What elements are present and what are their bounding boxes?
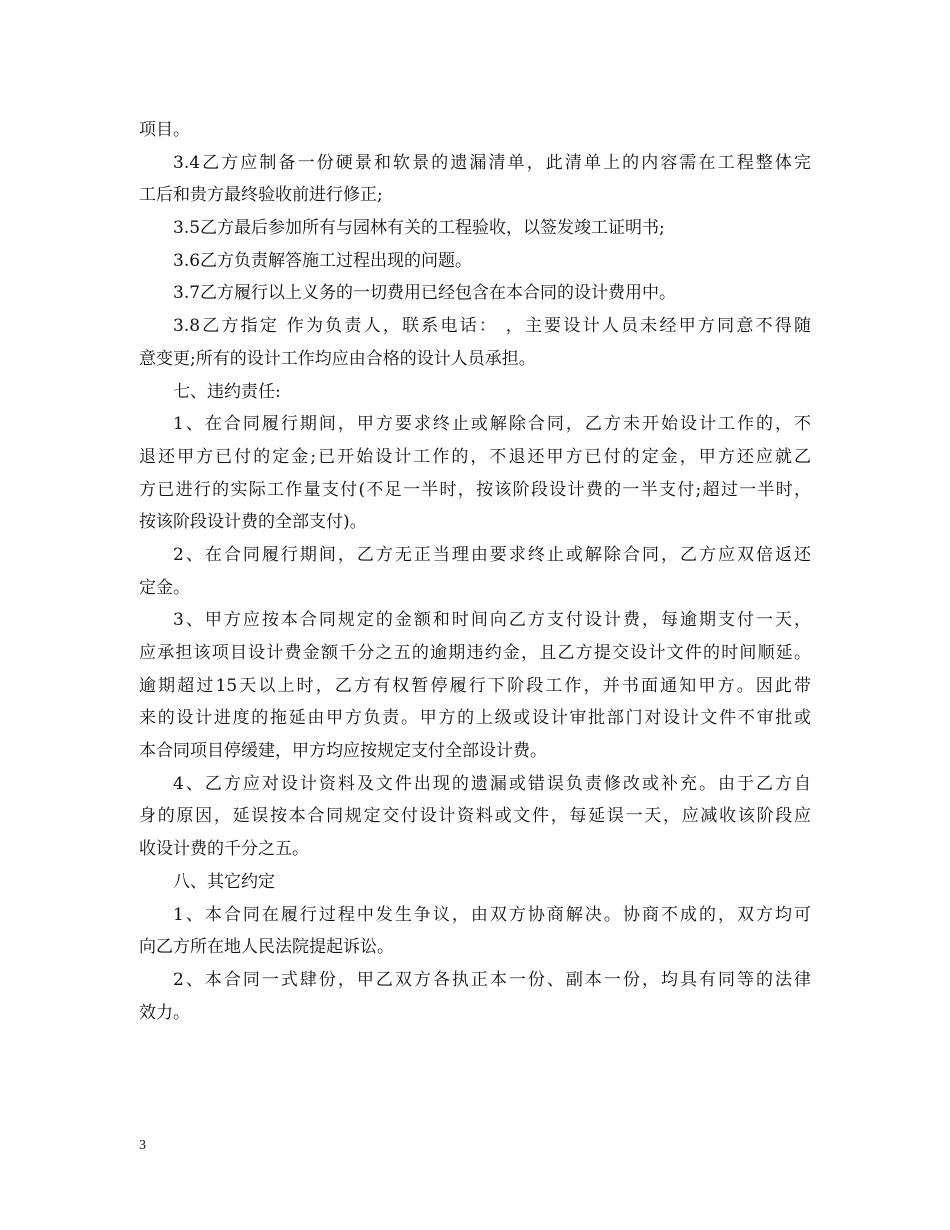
text-line: 定金。: [139, 577, 190, 598]
text-line: 3.5乙方最后参加所有与园林有关的工程验收，以签发竣工证明书;: [173, 218, 665, 239]
text-line: 收设计费的千分之五。: [139, 839, 309, 860]
text-line: 效力。: [139, 1002, 190, 1023]
text-line: 工后和贵方最终验收前进行修正;: [139, 185, 383, 206]
text-line: 1、本合同在履行过程中发生争议，由双方协商解决。协商不成的，双方均可: [173, 904, 811, 925]
text-line: 向乙方所在地人民法院提起诉讼。: [139, 937, 394, 958]
text-line: 应承担该项目设计费金额千分之五的逾期违约金，且乙方提交设计文件的时间顺延。: [139, 643, 811, 663]
text-line: 退还甲方已付的定金;已开始设计工作的，不退还甲方已付的定金，甲方还应就乙: [139, 446, 811, 467]
text-line: 3.8乙方指定 作为负责人，联系电话： ，主要设计人员未经甲方同意不得随: [173, 316, 811, 337]
text-line: 3、甲方应按本合同规定的金额和时间向乙方支付设计费，每逾期支付一天，: [173, 610, 811, 631]
text-line: 身的原因，延误按本合同规定交付设计资料或文件，每延误一天，应减收该阶段应: [139, 806, 811, 827]
section-heading: 八、其它约定: [173, 871, 275, 892]
document-body: [139, 114, 811, 1029]
section-heading: 七、违约责任:: [173, 381, 281, 402]
text-line: 按该阶段设计费的全部支付)。: [139, 512, 367, 533]
text-line: 项目。: [139, 120, 190, 140]
text-line: 本合同项目停缓建，甲方均应按规定支付全部设计费。: [139, 741, 547, 762]
text-line: 3.4乙方应制备一份硬景和软景的遗漏清单，此清单上的内容需在工程整体完: [173, 152, 811, 173]
text-line: 4、乙方应对设计资料及文件出现的遗漏或错误负责修改或补充。由于乙方自: [173, 773, 811, 794]
text-line: 逾期超过15天以上时，乙方有权暂停履行下阶段工作，并书面通知甲方。因此带: [139, 675, 811, 696]
text-line: 2、本合同一式肆份，甲乙双方各执正本一份、副本一份，均具有同等的法律: [173, 969, 811, 990]
text-line: 意变更;所有的设计工作均应由合格的设计人员承担。: [139, 348, 536, 369]
page-number: 3: [139, 1138, 146, 1153]
text-line: 3.7乙方履行以上义务的一切费用已经包含在本合同的设计费用中。: [173, 283, 677, 304]
text-line: 来的设计进度的拖延由甲方负责。甲方的上级或设计审批部门对设计文件不审批或: [139, 708, 811, 729]
text-line: 3.6乙方负责解答施工过程出现的问题。: [173, 250, 473, 271]
text-line: 方已进行的实际工作量支付(不足一半时，按该阶段设计费的一半支付;超过一半时，: [139, 479, 811, 500]
text-line: 1、在合同履行期间，甲方要求终止或解除合同，乙方未开始设计工作的，不: [173, 414, 811, 435]
text-line: 2、在合同履行期间，乙方无正当理由要求终止或解除合同，乙方应双倍返还: [173, 544, 811, 565]
